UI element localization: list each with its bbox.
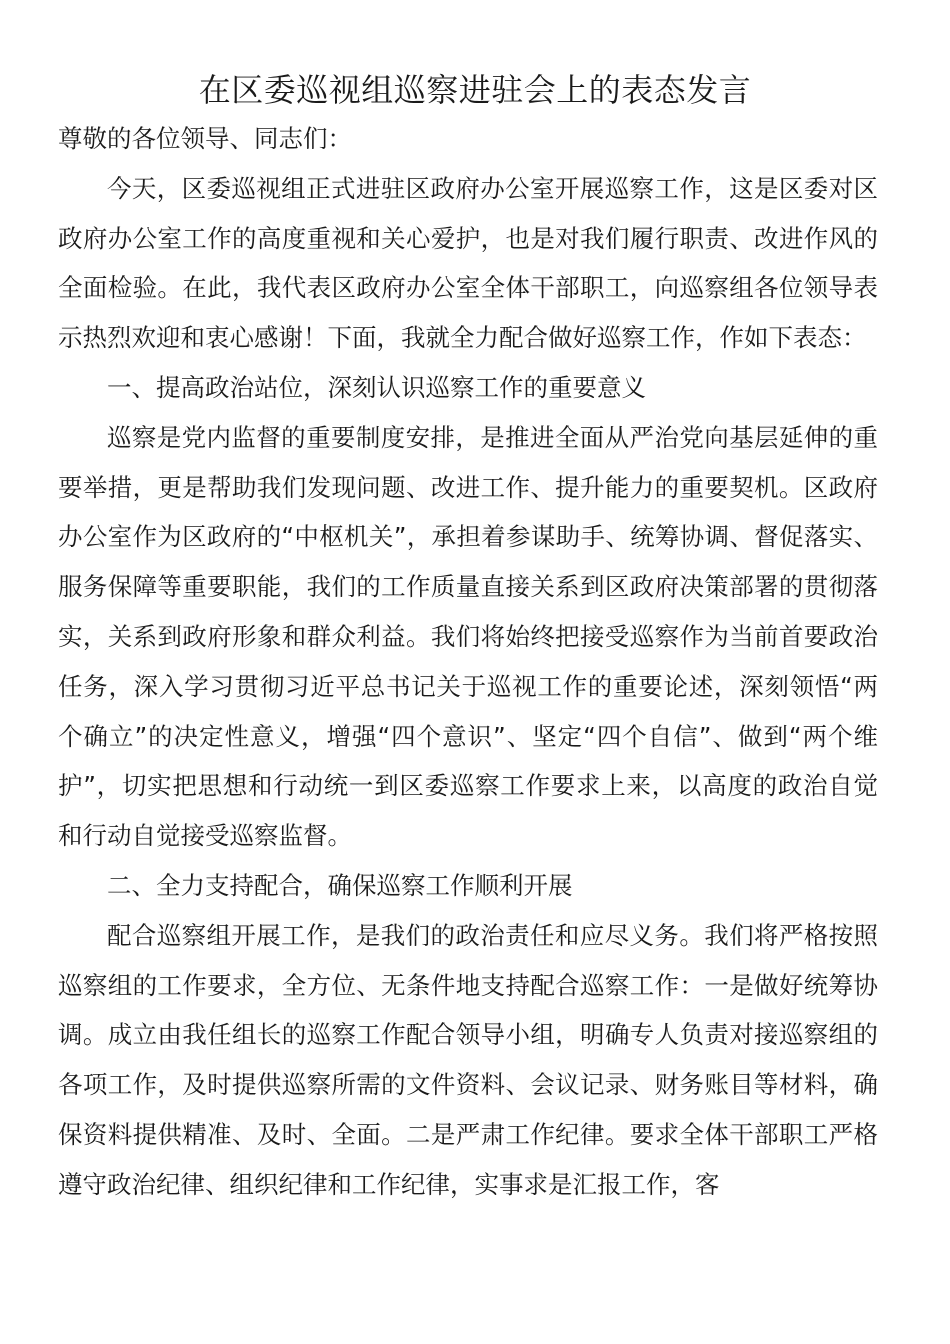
paragraph-section-1: 巡察是党内监督的重要制度安排，是推进全面从严治党向基层延伸的重要举措，更是帮助我们发现问题、改进工作、提升能力的重要契机。区政府办公室作为区政府的“中枢机关”，承担着参谋助手、统筹协调、督促落实、服务保障等重要职能，我们的工作质量直接关系到区政府决策部署的贯彻落实，关系到政府形象和群众利益。我们将始终把接受巡察作为当前首要政治任务，深入学习贯彻习近平总书记关于巡视工作的重要论述，深刻领悟“两个确立”的决定性意义，增强“四个意识”、坚定“四个自信”、做到“两个维护”，切实把思想和行动统一到区委巡察工作要求上来，以高度的政治自觉和行动自觉接受巡察监督。	[58, 422, 878, 851]
salutation: 尊敬的各位领导、同志们：	[58, 124, 352, 153]
document-title: 在区委巡视组巡察进驻会上的表态发言	[198, 71, 752, 109]
document-body	[58, 114, 878, 1210]
section-heading-1: 一、提高政治站位，深刻认识巡察工作的重要意义	[107, 372, 646, 402]
section-heading-2: 二、全力支持配合，确保巡察工作顺利开展	[107, 870, 573, 900]
paragraph-section-2: 配合巡察组开展工作，是我们的政治责任和应尽义务。我们将严格按照巡察组的工作要求，全方位、无条件地支持配合巡察工作：一是做好统筹协调。成立由我任组长的巡察工作配合领导小组，明确专人负责对接巡察组的各项工作，及时提供巡察所需的文件资料、会议记录、财务账目等材料，确保资料提供精准、及时、全面。二是严肃工作纪律。要求全体干部职工严格遵守政治纪律、组织纪律和工作纪律，实事求是汇报工作，客	[58, 920, 878, 1199]
paragraph-intro: 今天，区委巡视组正式进驻区政府办公室开展巡察工作，这是区委对区政府办公室工作的高度重视和关心爱护，也是对我们履行职责、改进作风的全面检验。在此，我代表区政府办公室全体干部职工，向巡察组各位领导表示热烈欢迎和衷心感谢！下面，我就全力配合做好巡察工作，作如下表态：	[58, 173, 878, 353]
